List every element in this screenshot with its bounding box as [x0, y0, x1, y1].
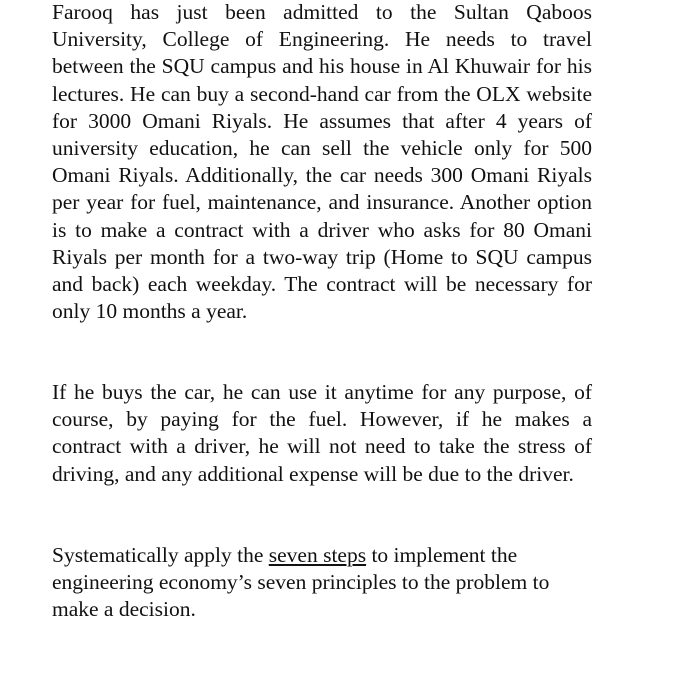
instruction-paragraph	[52, 542, 592, 624]
instruction-text-before: Systematically apply the	[52, 543, 269, 567]
seven-steps-underlined: seven steps	[268, 543, 367, 567]
options-paragraph: If he buys the car, he can use it anytime for any purpose, of course, by paying for the fuel. However, if he makes a contract with a driver, he will not need to take the stress of driving, and any additional expense will be due to the driver.	[52, 380, 592, 486]
problem-paragraph: Farooq has just been admitted to the Sultan Qaboos University, College of Engineering. He needs to travel between the SQU campus and his house in Al Khuwair for his lectures. He can buy a second-hand car from the OLX website for 3000 Omani Riyals. He assumes that after 4 years of university education, he can sell the vehicle only for 500 Omani Riyals. Additionally, the car needs 300 Omani Riyals per year for fuel, maintenance, and insurance. Another option is to make a contract with a driver who asks for 80 Omani Riyals per month for a two-way trip (Home to SQU campus and back) each weekday. The contract will be necessary for only 10 months a year.	[52, 0, 592, 324]
instruction-text-after: to implement the engineering economy’s seven principles to the problem to make a decision.	[52, 543, 550, 622]
